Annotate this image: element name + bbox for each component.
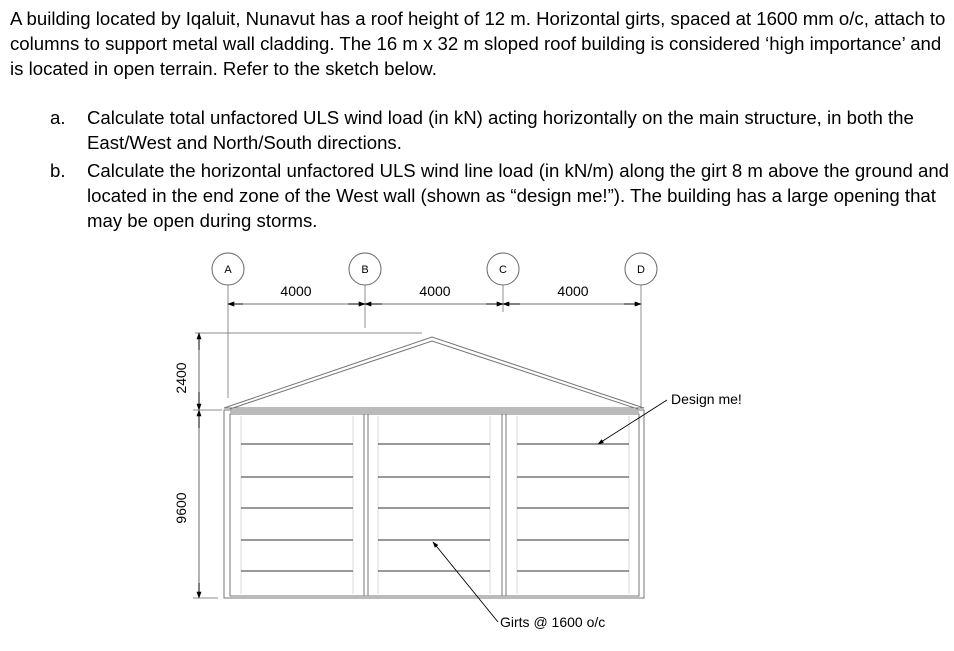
spacing-cd: 4000 xyxy=(557,283,589,299)
roof-outline xyxy=(224,337,644,412)
question-a-label: a. xyxy=(50,107,66,128)
grid-label-b: B xyxy=(361,264,369,276)
question-b-label: b. xyxy=(50,160,66,181)
vertical-dimensions xyxy=(173,333,222,598)
problem-intro: A building located by Iqaluit, Nunavut has a roof height of 12 m. Horizontal girts, spaced at 1600 mm o/c, attach to columns to support metal wall cladding. The 16 m x 32 m sloped roof building is considered ‘high importance’ and is located in open terrain. Refer to the sketch below. xyxy=(10,8,946,79)
spacing-bc: 4000 xyxy=(419,283,451,299)
grid-label-c: C xyxy=(499,264,507,276)
question-b-text: Calculate the horizontal unfactored ULS wind line load (in kN/m) along the girt 8 m above the ground and located in the end zone of the West wall (shown as “design me!”). The building has a large opening that may be open during storms. xyxy=(87,160,950,231)
gridline-bubbles xyxy=(212,253,657,285)
design-me-label: Design me! xyxy=(671,391,742,407)
height-wall: 9600 xyxy=(173,492,189,524)
grid-label-a: A xyxy=(224,264,232,276)
girts-label: Girts @ 1600 o/c xyxy=(500,614,606,630)
question-a-text: Calculate total unfactored ULS wind load (in kN) acting horizontally on the main structure, in both the East/West and North/South directions. xyxy=(87,107,914,153)
height-roof-rise: 2400 xyxy=(173,362,189,394)
wall-frame xyxy=(224,410,644,598)
girts xyxy=(241,444,629,571)
horizontal-dimensions xyxy=(228,283,641,304)
cladding-lines xyxy=(241,416,629,594)
grid-label-d: D xyxy=(637,264,645,276)
girts-callout xyxy=(433,542,605,630)
design-me-callout xyxy=(598,391,742,444)
spacing-ab: 4000 xyxy=(280,283,312,299)
